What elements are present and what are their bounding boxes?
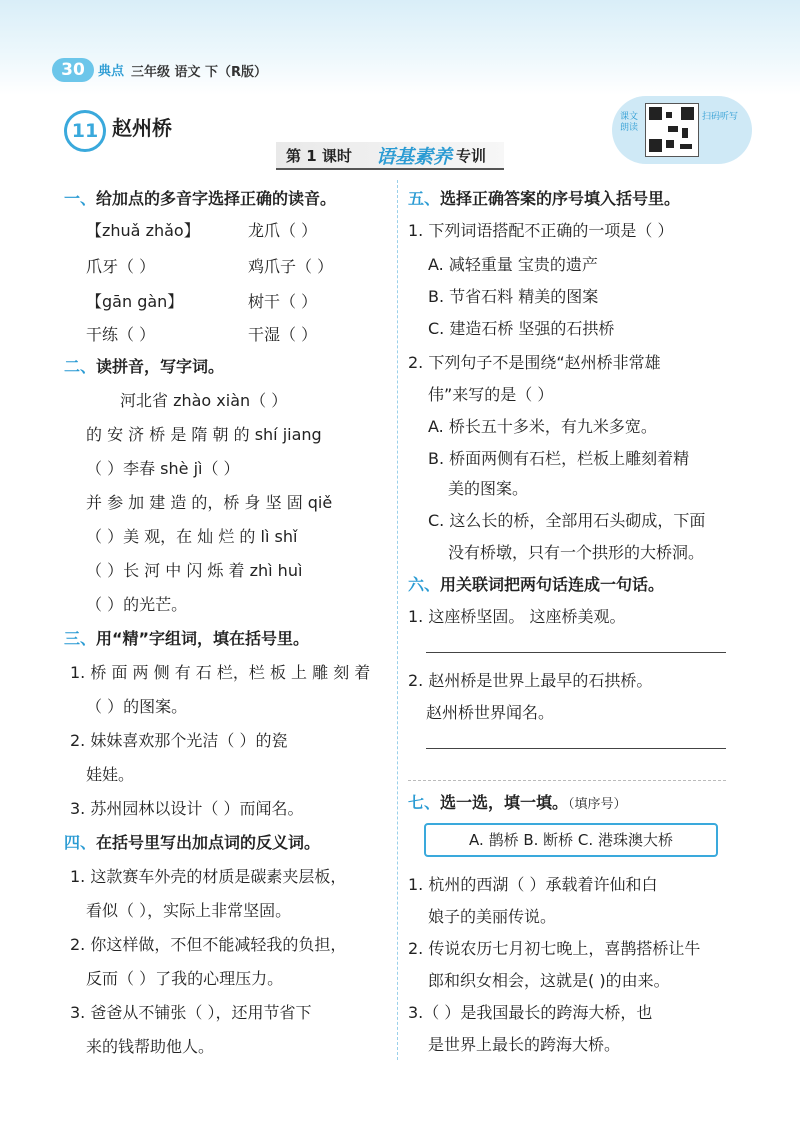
section-4-heading (64, 832, 320, 854)
section-3-number: 三、 (64, 629, 97, 648)
s5-q1-option-c: C. 建造石桥 坚强的石拱桥 (428, 319, 615, 338)
section-1-heading (64, 188, 336, 210)
s5-q2-option-a: A. 桥长五十多米，有九米多宽。 (428, 417, 657, 436)
s7-choice-box: A. 鹊桥 B. 断桥 C. 港珠澳大桥 (424, 823, 718, 857)
s2-line-6[interactable]: （ ）长 河 中 闪 烁 着 zhì huì (86, 561, 303, 580)
lesson-title: 赵州桥 (112, 116, 172, 140)
section-3-heading (64, 628, 309, 650)
s6-q2-cont: 赵州桥世界闻名。 (426, 703, 555, 722)
s5-q1-option-a: A. 减轻重量 宝贵的遗产 (428, 255, 598, 274)
s5-q1[interactable]: 1. 下列词语搭配不正确的一项是（ ） (408, 221, 674, 240)
section-7-number: 七、 (408, 793, 441, 812)
s2-line-3[interactable]: （ ）李春 shè jì（ ） (86, 459, 240, 478)
section-1-title: 给加点的多音字选择正确的读音。 (96, 189, 337, 208)
s1-item-ganlian[interactable]: 干练（ ） (86, 325, 156, 344)
s4-q2-blank[interactable]: 反而（ ）了我的心理压力。 (86, 969, 284, 988)
page-header (0, 0, 800, 95)
s5-q2-option-c-cont: 没有桥墩，只有一个拱形的大桥洞。 (448, 543, 705, 562)
section-6-number: 六、 (408, 575, 441, 594)
s2-line-4[interactable]: 并 参 加 建 造 的，桥 身 坚 固 qiě (86, 493, 333, 512)
s1-pinyin-options-2: 【gān gàn】 (86, 292, 184, 311)
s5-q2-option-b: B. 桥面两侧有石栏，栏板上雕刻着精 (428, 449, 690, 468)
s1-item-ganshi[interactable]: 干湿（ ） (248, 325, 318, 344)
lesson-number: 11 (64, 110, 106, 152)
s3-q2-cont: 娃娃。 (86, 765, 135, 784)
s7-q3[interactable]: 3.（ ）是我国最长的跨海大桥，也 (408, 1003, 653, 1022)
s6-q1: 1. 这座桥坚固。 这座桥美观。 (408, 607, 626, 626)
s5-q2-cont[interactable]: 伟”来写的是（ ） (428, 385, 554, 404)
s6-q2: 2. 赵州桥是世界上最早的石拱桥。 (408, 671, 653, 690)
section-6-heading (408, 574, 664, 596)
s2-line-5[interactable]: （ ）美 观，在 灿 烂 的 lì shǐ (86, 527, 298, 546)
banner-lesson-period: 第 1 课时 (286, 147, 352, 165)
s4-q3-cont: 来的钱帮助他人。 (86, 1037, 215, 1056)
s7-q1-cont: 娘子的美丽传说。 (428, 907, 557, 926)
s5-q1-option-b: B. 节省石料 精美的图案 (428, 287, 599, 306)
s1-item-jizhuazi[interactable]: 鸡爪子（ ） (248, 257, 334, 276)
s4-q1-blank[interactable]: 看似（ ），实际上非常坚固。 (86, 901, 292, 920)
s2-line-1[interactable]: 河北省 zhào xiàn（ ） (120, 391, 288, 410)
s5-q2-option-b-cont: 美的图案。 (448, 479, 529, 498)
section-7-hint: （填序号） (568, 797, 627, 812)
section-1-number: 一、 (64, 189, 97, 208)
section-2-number: 二、 (64, 357, 97, 376)
s3-q1-blank[interactable]: （ ）的图案。 (86, 697, 188, 716)
qr-label-left: 课文朗读 (620, 112, 639, 133)
page-number: 30 (52, 58, 94, 82)
s4-q1: 1. 这款赛车外壳的材质是碳素夹层板， (70, 867, 347, 886)
s7-q2: 2. 传说农历七月初七晚上，喜鹊搭桥让牛 (408, 939, 701, 958)
section-5-heading (408, 188, 680, 210)
s7-q2-cont[interactable]: 郎和织女相会，这就是( )的由来。 (428, 971, 670, 990)
section-2-heading (64, 356, 224, 378)
s1-item-zhuaya[interactable]: 爪牙（ ） (86, 257, 156, 276)
section-5-number: 五、 (408, 189, 441, 208)
s3-q1: 1. 桥 面 两 侧 有 石 栏，栏 板 上 雕 刻 着 (70, 663, 371, 682)
s6-q2-answer-line[interactable] (426, 748, 726, 749)
s2-line-7[interactable]: （ ）的光芒。 (86, 595, 188, 614)
section-5-title: 选择正确答案的序号填入括号里。 (440, 189, 681, 208)
s7-q3-cont: 是世界上最长的跨海大桥。 (428, 1035, 621, 1054)
s3-q3[interactable]: 3. 苏州园林以设计（ ）而闻名。 (70, 799, 304, 818)
section-3-title: 用“精”字组词，填在括号里。 (96, 629, 310, 648)
section-separator (408, 780, 726, 781)
s2-line-2[interactable]: 的 安 济 桥 是 隋 朝 的 shí jiang (86, 425, 322, 444)
section-6-title: 用关联词把两句话连成一句话。 (440, 575, 665, 594)
s1-item-longzhua[interactable]: 龙爪（ ） (248, 221, 318, 240)
column-divider (397, 180, 398, 1060)
s5-q2: 2. 下列句子不是围绕“赵州桥非常雄 (408, 353, 661, 372)
qr-code-icon[interactable] (645, 103, 699, 157)
brand-logo: 典点 (98, 64, 125, 79)
section-4-title: 在括号里写出加点词的反义词。 (96, 833, 321, 852)
section-banner (276, 142, 504, 170)
section-7-title: 选一选，填一填。 (440, 793, 569, 812)
s3-q2[interactable]: 2. 妹妹喜欢那个光洁（ ）的瓷 (70, 731, 288, 750)
s7-q1[interactable]: 1. 杭州的西湖（ ）承载着许仙和白 (408, 875, 658, 894)
s4-q3[interactable]: 3. 爸爸从不铺张（ ），还用节省下 (70, 1003, 312, 1022)
s4-q2: 2. 你这样做，不但不能减轻我的负担， (70, 935, 347, 954)
section-4-number: 四、 (64, 833, 97, 852)
s6-q1-answer-line[interactable] (426, 652, 726, 653)
qr-label-right: 扫码听写 (702, 112, 739, 122)
s1-pinyin-options-1: 【zhuǎ zhǎo】 (86, 221, 200, 240)
banner-highlight: 语基素养 (376, 146, 453, 168)
section-2-title: 读拼音，写字词。 (96, 357, 225, 376)
section-7-heading (408, 792, 627, 816)
banner-suffix: 专训 (456, 147, 487, 165)
s1-item-shugan[interactable]: 树干（ ） (248, 292, 318, 311)
s5-q2-option-c: C. 这么长的桥，全部用石头砌成，下面 (428, 511, 706, 530)
book-title: 三年级 语文 下（R版） (131, 65, 268, 80)
